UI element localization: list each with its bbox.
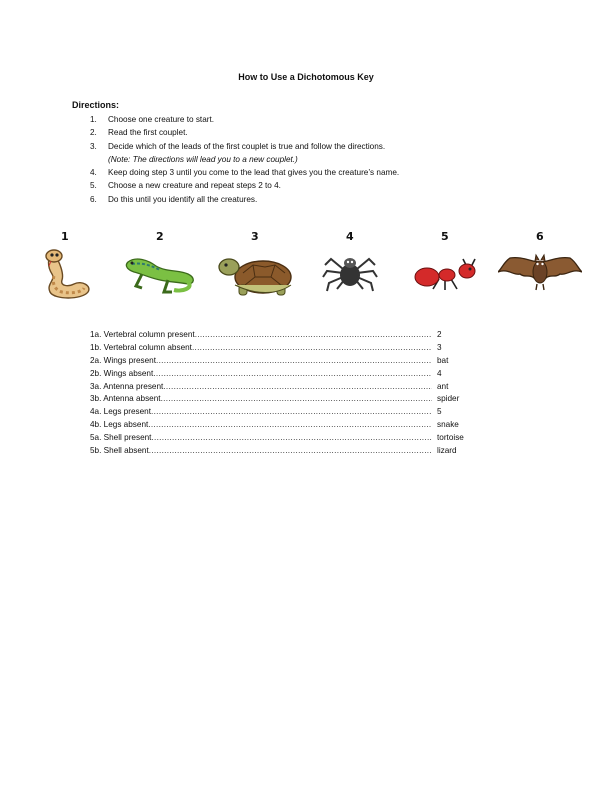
key-result: ant [437,381,449,391]
key-lead: 3a. Antenna present ..... [90,381,432,394]
key-lead: 4a. Legs present ..... [90,406,432,419]
key-row [90,355,480,368]
key-row [90,406,480,419]
snake-icon [38,246,94,304]
key-row [90,432,480,445]
step-note: (Note: The directions will lead you to a new couplet.) [108,154,298,164]
key-lead: 1a. Vertebral column present ..... [90,329,432,342]
key-lead: 2a. Wings present ..... [90,355,432,368]
key-lead: 5b. Shell absent ..... [90,445,432,458]
step-text: Do this until you identify all the creatures. [108,194,258,204]
key-row [90,381,480,394]
key-lead: 3b. Antenna absent ..... [90,393,432,406]
directions-heading: Directions: [72,100,120,110]
key-row [90,329,480,342]
key-row [90,393,480,406]
key-result: tortoise [437,433,464,443]
step-text: Choose a new creature and repeat steps 2 to 4. [108,181,281,191]
key-lead: 5a. Shell present ..... [90,432,432,445]
step-number: 5. [90,181,97,191]
key-lead: 1b. Vertebral column absent ..... [90,342,432,355]
step-item [90,179,399,192]
key-result: 4 [437,368,442,378]
step-item [90,193,399,206]
creature-number-6: 6 [536,230,544,243]
key-row [90,342,480,355]
key-lead: 4b. Legs absent ..... [90,419,432,432]
directions-list [90,113,399,206]
step-number: 4. [90,168,97,178]
page-title: How to Use a Dichotomous Key [238,72,374,82]
key-result: 2 [437,330,442,339]
creature-number-2: 2 [156,230,164,243]
bat-icon [498,252,582,296]
step-text: Read the first couplet. [108,128,188,138]
step-number: 1. [90,115,97,124]
key-row [90,445,480,458]
lizard-icon [122,252,202,296]
key-result: lizard [437,446,457,456]
spider-icon [321,253,379,293]
step-item [90,113,399,126]
step-number: 6. [90,194,97,204]
step-item [90,140,399,167]
step-number: 2. [90,128,97,138]
creature-number-4: 4 [346,230,354,243]
key-result: spider [437,394,460,404]
key-row [90,419,480,432]
creature-number-1: 1 [61,230,69,243]
key-result: 3 [437,342,442,352]
step-text: Decide which of the leads of the first couplet is true and follow the directions. [108,141,386,151]
dichotomous-key [90,329,480,458]
step-text: Choose one creature to start. [108,115,215,124]
tortoise-icon [215,255,297,297]
step-number: 3. [90,141,97,151]
step-text: Keep doing step 3 until you come to the lead that gives you the creature’s name. [108,168,400,178]
key-result: bat [437,355,449,365]
ant-icon [413,257,479,293]
creature-number-3: 3 [251,230,259,243]
creature-number-5: 5 [441,230,449,243]
key-result: 5 [437,407,442,417]
step-item [90,166,399,179]
key-row [90,368,480,381]
key-result: snake [437,420,459,430]
key-lead: 2b. Wings absent ..... [90,368,432,381]
step-item [90,126,399,139]
